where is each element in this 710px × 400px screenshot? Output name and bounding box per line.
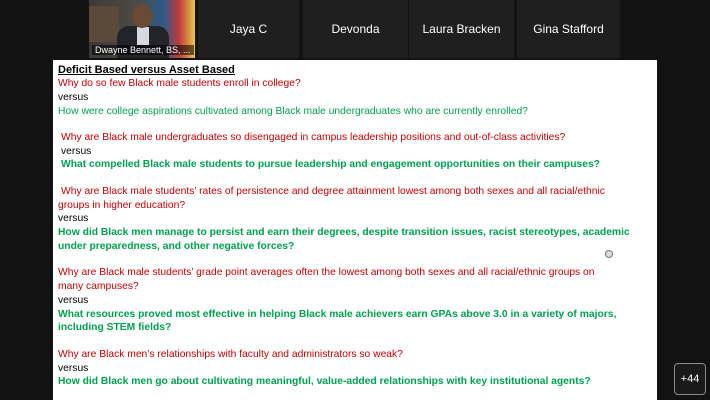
- asset-question-line: including STEM fields?: [58, 322, 172, 334]
- participant-name: Jaya C: [229, 22, 268, 36]
- asset-question: How did Black men go about cultivating meaningful, value-added relationships with key institutional agents?: [58, 376, 591, 388]
- participant-tile-devonda[interactable]: [303, 0, 408, 58]
- deficit-question: Why are Black male undergraduates so disengaged in campus leadership positions and out-of-class activities?: [61, 131, 566, 143]
- deficit-question-line: Why are Black male students’ rates of persistence and degree attainment lowest among both sexes and all racial/ethnic: [61, 185, 605, 197]
- mouse-cursor-icon: [605, 250, 613, 258]
- more-participants-count: +44: [680, 373, 700, 385]
- asset-question-line: What resources proved most effective in helping Black male achievers earn GPAs above 3.0 in a variety of majors,: [58, 308, 617, 320]
- video-person-head: [132, 4, 152, 28]
- participant-name: Laura Bracken: [422, 22, 501, 36]
- asset-question-line: under preparedness, and other negative forces?: [58, 240, 295, 252]
- deficit-question: Why do so few Black male students enroll in college?: [58, 78, 301, 89]
- deficit-question-line: groups in higher education?: [58, 199, 186, 211]
- participant-tile-jaya-c[interactable]: [198, 0, 299, 58]
- deficit-question-line: Why are Black male students’ grade point averages often the lowest among both sexes and all racial/ethnic groups on: [58, 267, 595, 279]
- video-background-shelf: [89, 6, 119, 42]
- participant-name: Dwayne Bennett, BS, ...: [92, 45, 194, 55]
- versus-label: versus: [58, 213, 89, 225]
- versus-label: versus: [58, 294, 89, 306]
- participant-tile-laura-bracken[interactable]: [409, 0, 514, 58]
- participant-name: Devonda: [331, 22, 380, 36]
- shared-screen-slide: [53, 60, 657, 400]
- deficit-question-line: many campuses?: [58, 281, 139, 293]
- asset-question-line: How did Black men manage to persist and earn their degrees, despite transition issues, racist stereotypes, academic: [58, 227, 630, 239]
- participant-name: Gina Stafford: [533, 22, 604, 36]
- versus-label: versus: [58, 91, 89, 103]
- versus-label: versus: [58, 362, 89, 374]
- deficit-question: Why are Black men’s relationships with faculty and administrators so weak?: [58, 348, 403, 360]
- participant-tile-gina-stafford[interactable]: [517, 0, 620, 58]
- participant-tile-dwayne-bennett[interactable]: [89, 0, 195, 58]
- slide-title: Deficit Based versus Asset Based: [58, 64, 235, 76]
- more-participants-button[interactable]: [674, 363, 706, 395]
- video-person-shirt: [137, 27, 149, 45]
- asset-question: How were college aspirations cultivated among Black male undergraduates who are currently enrolled?: [58, 105, 528, 117]
- versus-label: versus: [61, 145, 92, 157]
- participant-gallery: [0, 0, 710, 60]
- asset-question: What compelled Black male students to pursue leadership and engagement opportunities on their campuses?: [61, 159, 600, 171]
